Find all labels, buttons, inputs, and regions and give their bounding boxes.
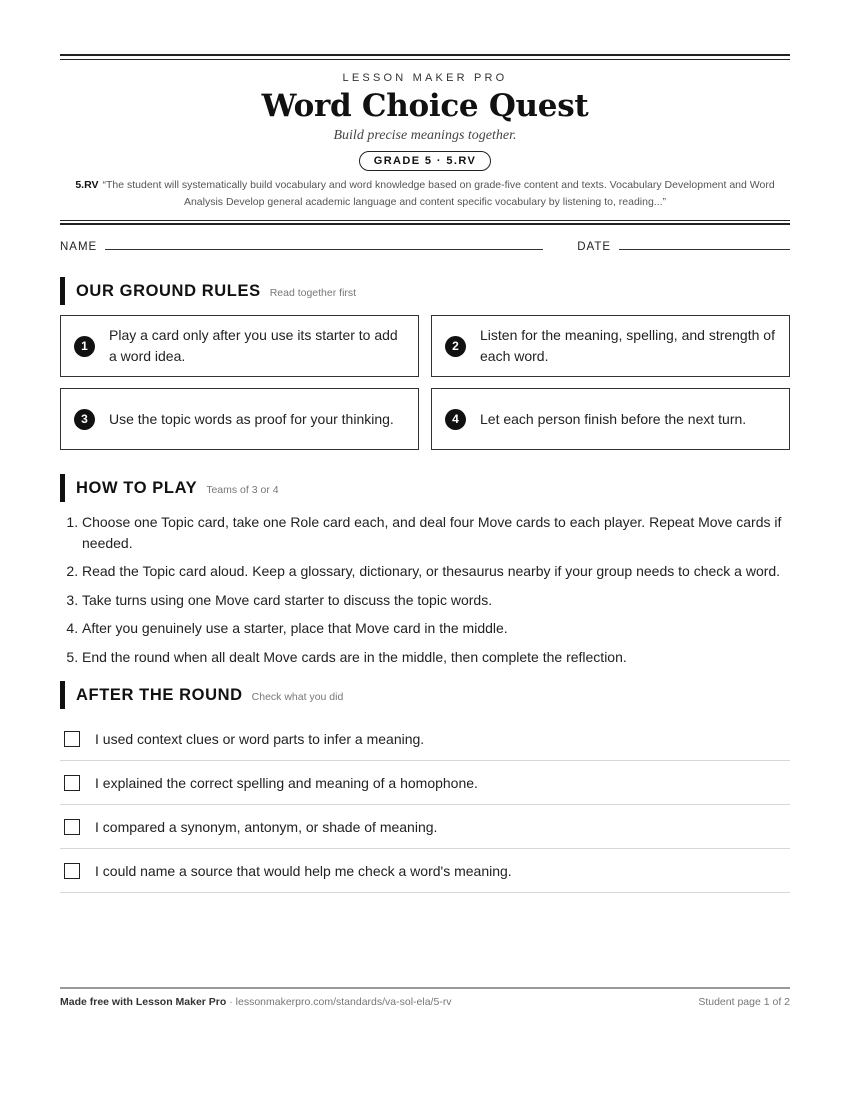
header-top-rule — [60, 54, 790, 60]
section-title: HOW TO PLAY — [76, 479, 198, 497]
checkbox[interactable] — [64, 731, 80, 747]
worksheet-page — [60, 54, 790, 893]
section-note: Read together first — [269, 287, 357, 299]
checkbox[interactable] — [64, 819, 80, 835]
page-footer — [60, 987, 790, 1008]
name-label: NAME — [60, 241, 98, 253]
rule-text: Play a card only after you use its starter to add a word idea. — [109, 327, 398, 364]
page-subtitle: Build precise meanings together. — [333, 128, 517, 143]
ground-rules-heading — [60, 277, 790, 305]
instruction-step: 3. Take turns using one Move card starter to discuss the topic words. — [82, 590, 790, 611]
footer-url: · lessonmakerpro.com/standards/va-sol-ela/5-rv — [226, 996, 452, 1008]
section-note: Teams of 3 or 4 — [206, 484, 279, 496]
rule-text: Let each person finish before the next turn. — [480, 410, 747, 427]
rule-number-badge: 3 — [74, 409, 95, 430]
after-round-heading — [60, 681, 790, 709]
name-date-row — [60, 241, 790, 253]
footer-credit — [60, 996, 452, 1008]
rule-card — [60, 388, 419, 450]
checklist-item-label: I compared a synonym, antonym, or shade of meaning. — [95, 818, 438, 835]
page-title: Word Choice Quest — [261, 88, 589, 124]
header-bottom-rule — [60, 220, 790, 225]
standard-text: “The student will systematically build vocabulary and word knowledge based on grade-five content and texts. Vocabulary Development and Word Analysis Develop general academic language and content specific vocabulary by listening to, reading...” — [102, 179, 775, 208]
checklist-item-label: I could name a source that would help me check a word's meaning. — [95, 862, 512, 879]
checklist-item-label: I explained the correct spelling and meaning of a homophone. — [95, 774, 478, 791]
rule-card — [431, 315, 790, 377]
rule-number-badge: 2 — [445, 336, 466, 357]
rule-card — [60, 315, 419, 377]
instruction-step: 2. Read the Topic card aloud. Keep a glossary, dictionary, or thesaurus nearby if your group needs to check a word. — [82, 561, 790, 582]
checkbox[interactable] — [64, 775, 80, 791]
rule-number-badge: 1 — [74, 336, 95, 357]
checkbox[interactable] — [64, 863, 80, 879]
how-to-play-heading — [60, 474, 790, 502]
checklist-item — [60, 717, 790, 761]
rule-text: Listen for the meaning, spelling, and strength of each word. — [480, 327, 775, 364]
instruction-step: 5. End the round when all dealt Move cards are in the middle, then complete the reflection. — [82, 647, 790, 668]
footer-made-with: Made free with Lesson Maker Pro — [60, 996, 227, 1008]
checklist-item — [60, 849, 790, 893]
instruction-step: 4. After you genuinely use a starter, place that Move card in the middle. — [82, 618, 790, 639]
section-note: Check what you did — [251, 691, 344, 703]
ground-rules-grid — [60, 315, 790, 450]
standard-description — [60, 177, 790, 211]
name-field[interactable] — [105, 249, 543, 250]
date-field[interactable] — [619, 249, 790, 250]
section-title: OUR GROUND RULES — [76, 282, 261, 300]
section-title: AFTER THE ROUND — [76, 686, 243, 704]
date-label: DATE — [577, 241, 612, 253]
page-number: Student page 1 of 2 — [698, 996, 790, 1008]
rule-number-badge: 4 — [445, 409, 466, 430]
grade-badge: GRADE 5 · 5.RV — [359, 151, 492, 171]
checklist-item — [60, 761, 790, 805]
rule-card — [431, 388, 790, 450]
rule-text: Use the topic words as proof for your thinking. — [109, 410, 394, 427]
brand-name: LESSON MAKER PRO — [342, 72, 508, 84]
instruction-step: 1. Choose one Topic card, take one Role card each, and deal four Move cards to each player. Repeat Move cards if needed. — [82, 512, 790, 553]
checklist-item-label: I used context clues or word parts to infer a meaning. — [95, 730, 425, 747]
instructions-list — [60, 512, 790, 667]
reflection-checklist — [60, 717, 790, 893]
checklist-item — [60, 805, 790, 849]
standard-code: 5.RV — [75, 179, 99, 191]
